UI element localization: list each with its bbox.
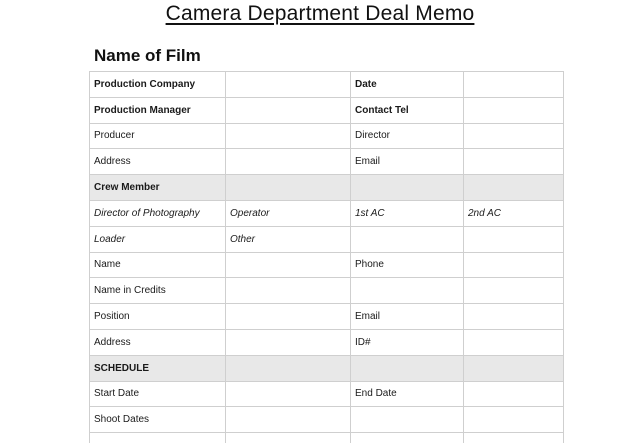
table-row: [90, 72, 564, 98]
field-value-cell[interactable]: [351, 407, 464, 433]
field-label: Producer: [90, 123, 226, 149]
field-value-cell[interactable]: [351, 278, 464, 304]
table-row: [90, 407, 564, 433]
field-value-cell[interactable]: [226, 123, 351, 149]
field-label: Address: [90, 329, 226, 355]
field-label: Position: [90, 304, 226, 330]
field-value-cell[interactable]: [226, 381, 351, 407]
field-label: Start Date: [90, 381, 226, 407]
table-row: [90, 329, 564, 355]
field-value-cell[interactable]: [464, 407, 564, 433]
field-label: 2nd AC: [464, 200, 564, 226]
field-value-cell[interactable]: [351, 175, 464, 201]
field-value-cell[interactable]: [351, 355, 464, 381]
field-value-cell[interactable]: [226, 97, 351, 123]
field-label: Name in Credits: [90, 278, 226, 304]
table-row: [90, 304, 564, 330]
field-value-cell[interactable]: [464, 175, 564, 201]
field-label: Email: [351, 304, 464, 330]
table-row: [90, 149, 564, 175]
field-label: Director of Photography: [90, 200, 226, 226]
field-label: Loader: [90, 226, 226, 252]
field-label: Address: [90, 149, 226, 175]
field-label: Shoot Dates: [90, 407, 226, 433]
field-label: Date: [351, 72, 464, 98]
table-row: [90, 200, 564, 226]
field-label: Production Manager: [90, 97, 226, 123]
field-label: Other: [226, 226, 351, 252]
field-value-cell[interactable]: [226, 304, 351, 330]
field-value-cell[interactable]: [226, 278, 351, 304]
field-value-cell[interactable]: [464, 304, 564, 330]
table-row: [90, 123, 564, 149]
field-value-cell[interactable]: [226, 175, 351, 201]
field-value-cell[interactable]: [226, 72, 351, 98]
field-value-cell[interactable]: [226, 329, 351, 355]
field-label: Name: [90, 252, 226, 278]
table-row: [90, 97, 564, 123]
field-value-cell[interactable]: [226, 252, 351, 278]
field-value-cell[interactable]: [464, 123, 564, 149]
field-label: Email: [351, 149, 464, 175]
table-row: [90, 226, 564, 252]
table-row: [90, 355, 564, 381]
table-row: [90, 381, 564, 407]
field-value-cell[interactable]: [464, 97, 564, 123]
field-value-cell[interactable]: [464, 381, 564, 407]
field-label: ID#: [351, 329, 464, 355]
field-value-cell[interactable]: [464, 278, 564, 304]
field-label: Director: [351, 123, 464, 149]
field-value-cell[interactable]: [226, 355, 351, 381]
field-label: 1st AC: [351, 200, 464, 226]
deal-memo-table-body: [90, 72, 564, 443]
field-label: Production Company: [90, 72, 226, 98]
field-value-cell[interactable]: [464, 355, 564, 381]
field-label: End Date: [351, 381, 464, 407]
film-name-heading: Name of Film: [94, 45, 201, 67]
table-row: [90, 252, 564, 278]
document-title: Camera Department Deal Memo: [0, 2, 640, 26]
field-value-cell[interactable]: [464, 329, 564, 355]
table-row: [90, 278, 564, 304]
table-row: [90, 175, 564, 201]
field-value-cell[interactable]: [226, 407, 351, 433]
field-value-cell[interactable]: [226, 149, 351, 175]
field-value-cell[interactable]: [464, 149, 564, 175]
field-value-cell[interactable]: [464, 72, 564, 98]
field-label: SCHEDULE: [90, 355, 226, 381]
field-label: Contact Tel: [351, 97, 464, 123]
field-value-cell[interactable]: [464, 226, 564, 252]
field-label: Operator: [226, 200, 351, 226]
field-value-cell[interactable]: [464, 252, 564, 278]
field-value-cell[interactable]: [351, 226, 464, 252]
field-label: Crew Member: [90, 175, 226, 201]
field-label: Phone: [351, 252, 464, 278]
deal-memo-table: [89, 71, 564, 443]
